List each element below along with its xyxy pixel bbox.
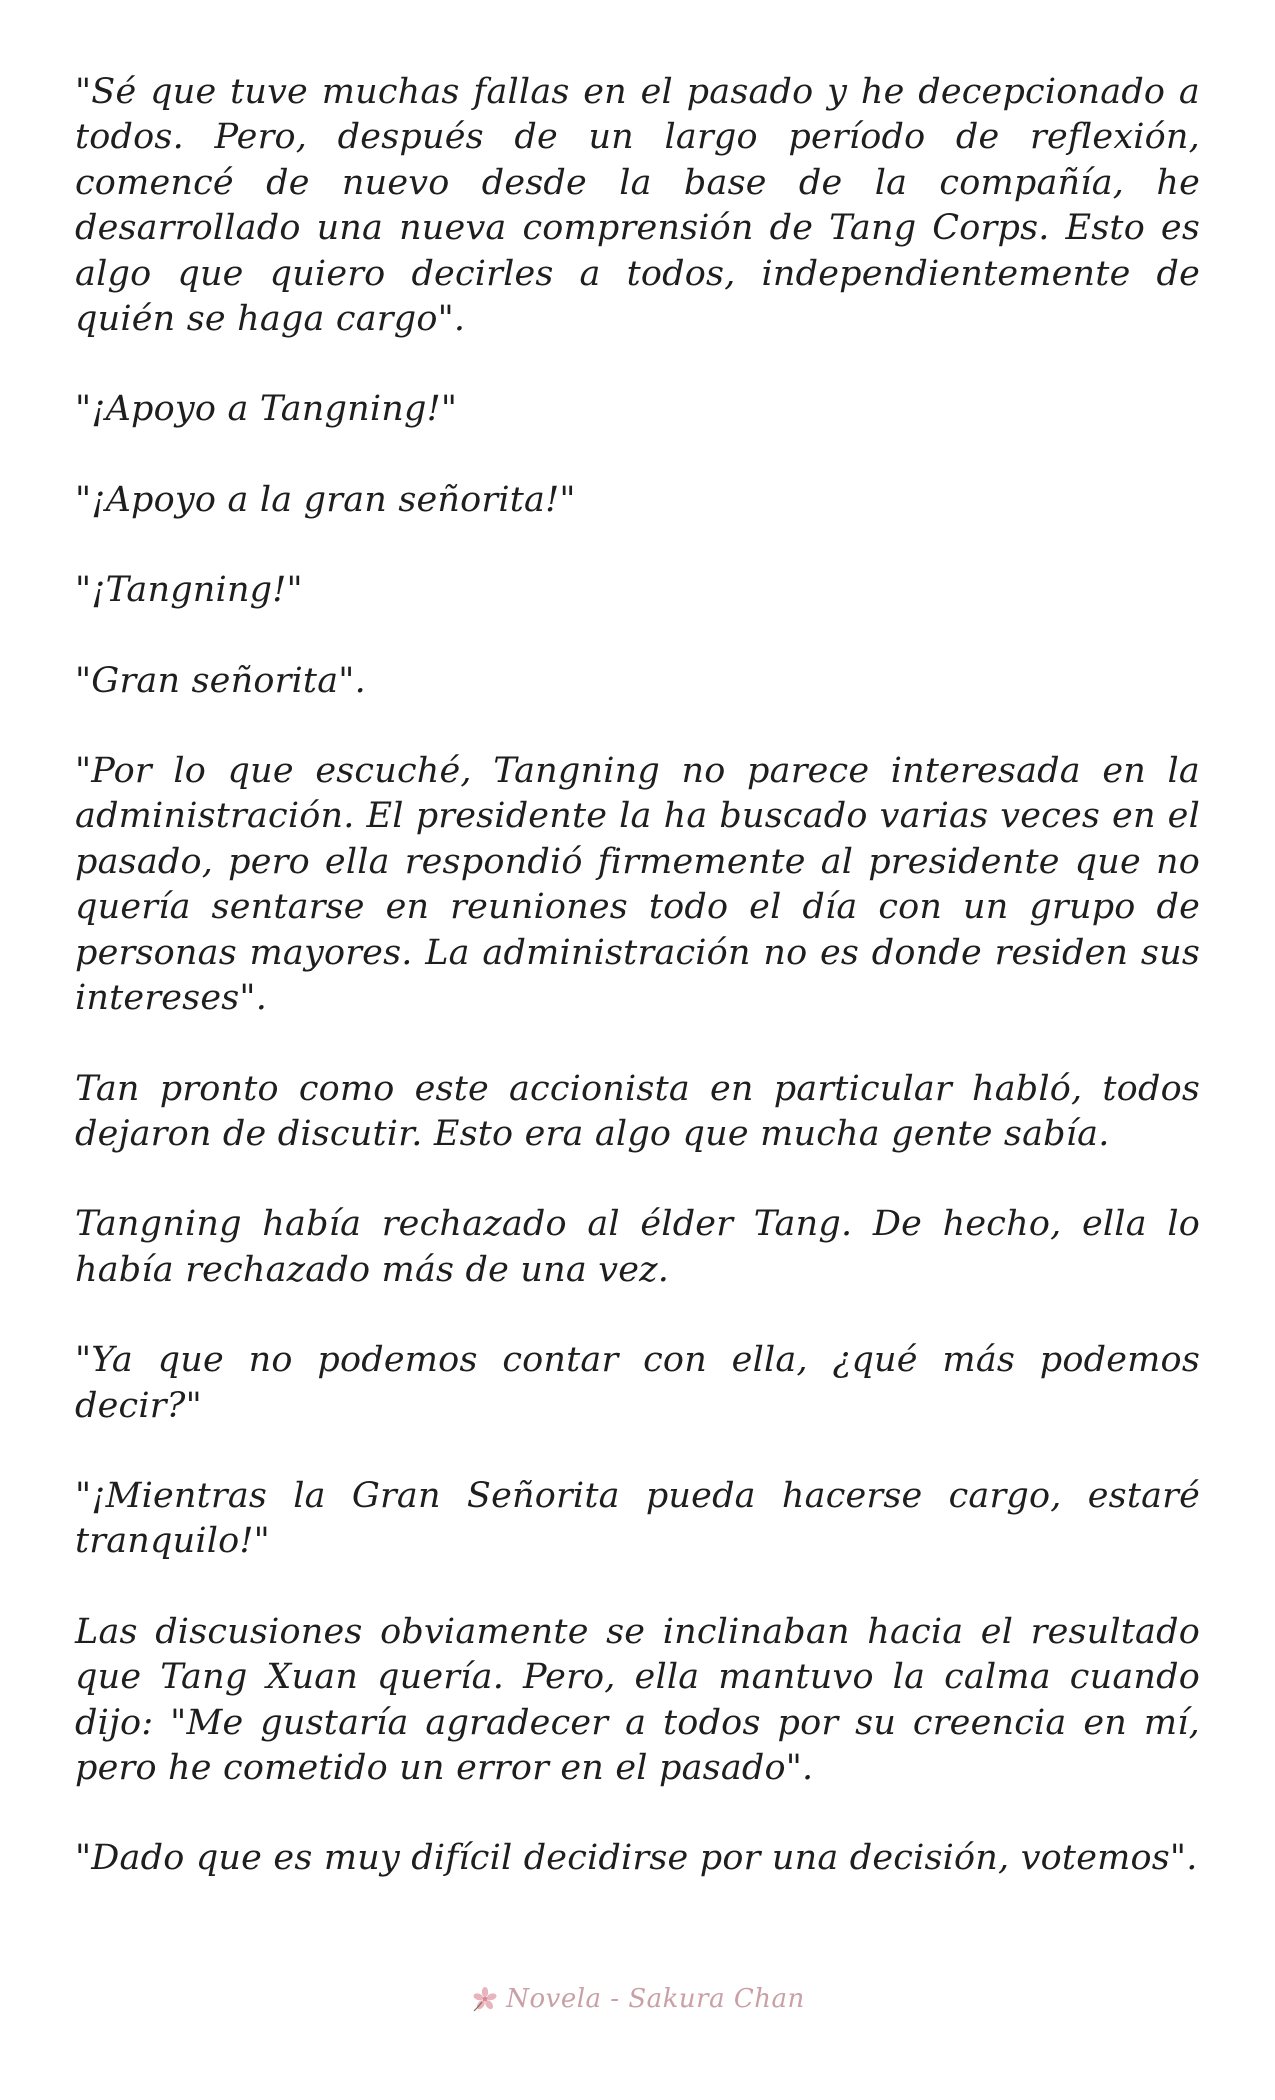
paragraph-6: "Por lo que escuché, Tangning no parece interesada en la administración. El presidente la ha buscado varias veces en el pasado, pero ella respondió firmemente al presidente que no quería sentarse en reuniones todo el día con un grupo de personas mayores. La administración no es donde residen sus intereses".	[75, 751, 1200, 1019]
paragraph-2: "¡Apoyo a Tangning!"	[75, 389, 458, 430]
paragraph-5: "Gran señorita".	[75, 660, 366, 701]
paragraph-7: Tan pronto como este accionista en particular habló, todos dejaron de discutir. Esto era algo que mucha gente sabía.	[75, 1068, 1200, 1154]
paragraph-3: "¡Apoyo a la gran señorita!"	[75, 479, 576, 520]
sakura-flower-icon	[470, 1984, 500, 2014]
paragraph-12: "Dado que es muy difícil decidirse por una decisión, votemos".	[75, 1838, 1198, 1879]
document-body	[75, 70, 1200, 1882]
watermark-text: Novela - Sakura Chan	[506, 1984, 805, 2014]
paragraph-1: "Sé que tuve muchas fallas en el pasado y he decepcionado a todos. Pero, después de un largo período de reflexión, comencé de nuevo desde la base de la compañía, he desarrollado una nueva comprensión de Tang Corps. Esto es algo que quiero decirles a todos, independientemente de quién se haga cargo".	[75, 72, 1200, 340]
paragraph-11: Las discusiones obviamente se inclinaban hacia el resultado que Tang Xuan quería. Pero, ella mantuvo la calma cuando dijo: "Me gustaría agradecer a todos por su creencia en mí, pero he cometido un error en el pasado".	[75, 1611, 1200, 1788]
paragraph-4: "¡Tangning!"	[75, 570, 303, 611]
paragraph-10: "¡Mientras la Gran Señorita pueda hacerse cargo, estaré tranquilo!"	[75, 1475, 1200, 1562]
watermark	[0, 1984, 1275, 2014]
paragraph-8: Tangning había rechazado al élder Tang. De hecho, ella lo había rechazado más de una vez.	[75, 1204, 1200, 1290]
paragraph-9: "Ya que no podemos contar con ella, ¿qué más podemos decir?"	[75, 1340, 1200, 1426]
